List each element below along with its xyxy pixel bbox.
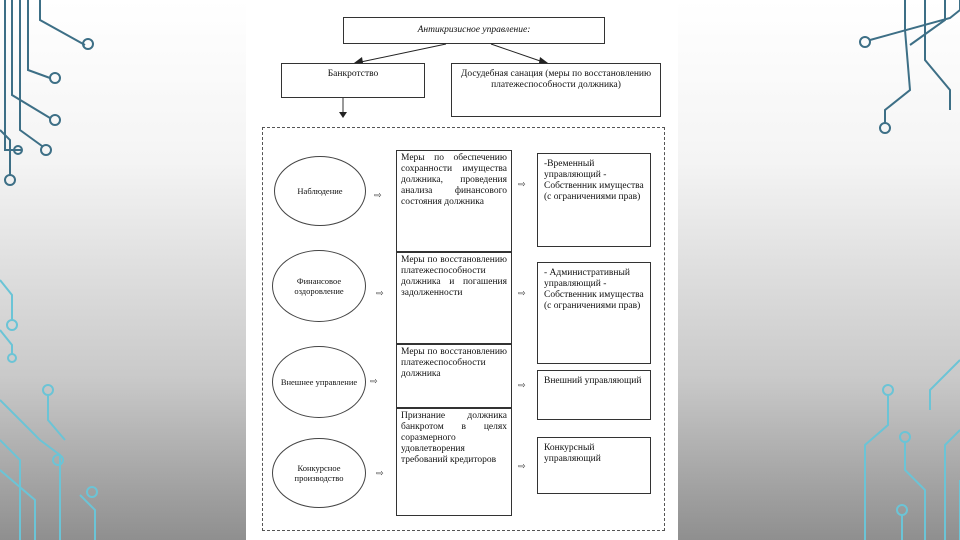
arrow-icon: ⇨ — [374, 191, 382, 201]
stage-ellipse: Финансовое оздоровление — [272, 250, 366, 322]
stage-ellipse: Внешнее управление — [272, 346, 366, 418]
title-box: Антикризисное управление: — [343, 17, 605, 44]
managers-box: Внешний управляющий — [537, 370, 651, 420]
managers-box: Конкурсный управляющий — [537, 437, 651, 494]
pretrial-sanitation-box: Досудебная санация (меры по восстановлению платежеспособности должника) — [451, 63, 661, 117]
managers-box: -Временный управляющий - Собственник имущества (с ограничениями прав) — [537, 153, 651, 247]
measures-box: Меры по восстановлению платежеспособности должника и погашения задолженности — [396, 252, 512, 344]
arrow-icon: ⇨ — [518, 462, 526, 472]
managers-box: - Административный управляющий - Собственник имущества (с ограничениями прав) — [537, 262, 651, 364]
circuit-decoration-left — [0, 0, 250, 540]
arrow-icon: ⇨ — [518, 180, 526, 190]
measures-box: Меры по восстановлению платежеспособности должника — [396, 344, 512, 408]
measures-box: Признание должника банкротом в целях соразмерного удовлетворения требований кредиторов — [396, 408, 512, 516]
arrow-icon: ⇨ — [376, 289, 384, 299]
arrow-icon: ⇨ — [370, 377, 378, 387]
circuit-decoration-right — [710, 0, 960, 540]
bankruptcy-box: Банкротство — [281, 63, 425, 98]
stage-ellipse: Конкурсное производство — [272, 438, 366, 508]
arrow-icon: ⇨ — [518, 381, 526, 391]
arrow-icon: ⇨ — [518, 289, 526, 299]
measures-box: Меры по обеспечению сохранности имущества должника, проведения анализа финансового состояния должника — [396, 150, 512, 252]
stage-ellipse: Наблюдение — [274, 156, 366, 226]
arrow-icon: ⇨ — [376, 469, 384, 479]
diagram-canvas — [246, 0, 678, 540]
